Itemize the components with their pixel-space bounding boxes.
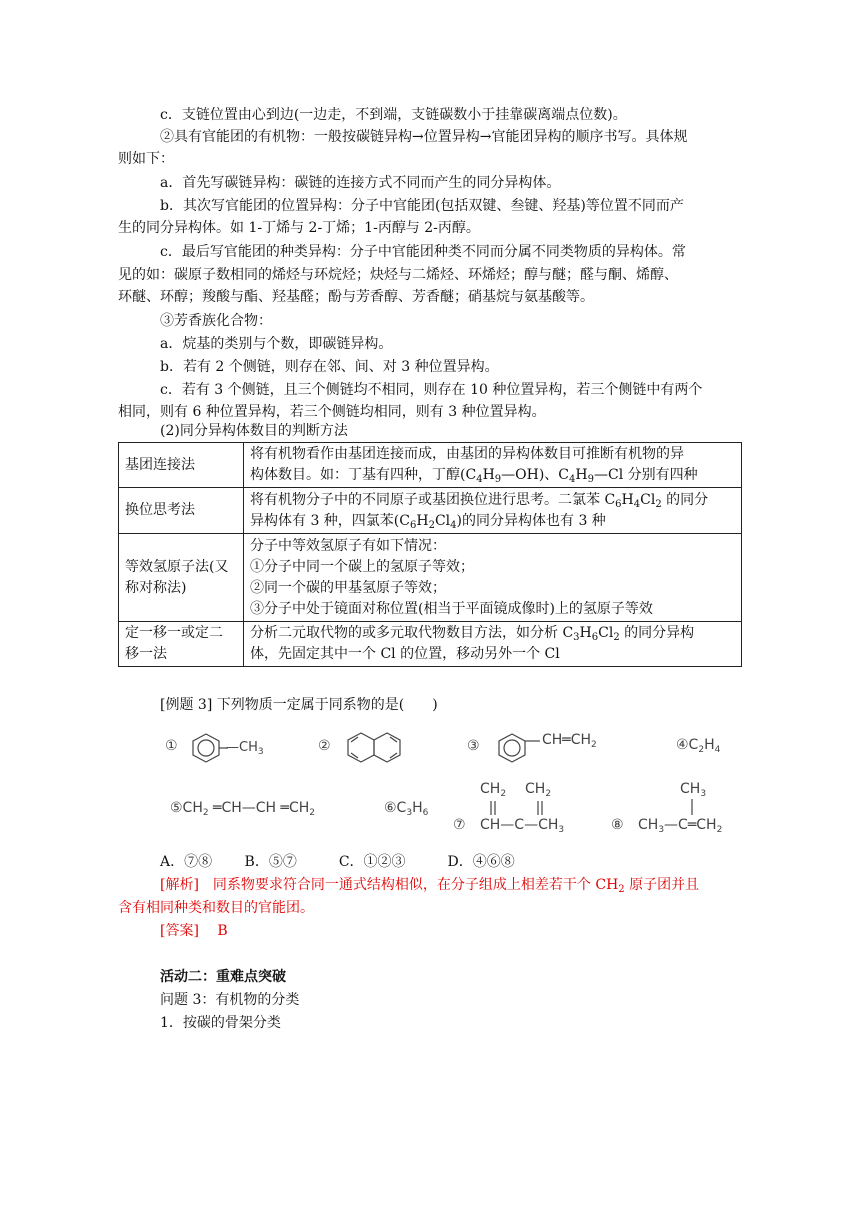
- paragraph: c．支链位置由心到边(一边走，不到端，支链碳数小于挂靠碳离端点位数)。: [160, 107, 627, 123]
- analysis-continued: 含有相同种类和数目的官能团。: [118, 900, 314, 916]
- paragraph: a．首先写碳链异构：碳链的连接方式不同而产生的同分异构体。: [160, 175, 561, 191]
- compound-3-substituent: $CH═CH_2$: [542, 732, 597, 750]
- paragraph: 则如下：: [118, 151, 174, 167]
- benzene-ring-3: [499, 734, 540, 762]
- compound-8-main: $CH_3—C═CH_2$: [638, 817, 723, 835]
- analysis: [解析] 同系物要求符合同一通式结构相似，在分子组成上相差若干个 $CH_2$ 原子团并且: [160, 877, 700, 895]
- compound-2-number: ②: [318, 738, 331, 754]
- answer-options: A．⑦⑧ B．⑤⑦ C．①②③ D．④⑥⑧: [160, 854, 515, 870]
- compound-7-number: ⑦: [453, 817, 466, 833]
- paragraph: ③芳香族化合物：: [160, 313, 272, 329]
- problem-title: 问题 3：有机物的分类: [160, 992, 300, 1008]
- paragraph: 生的同分异构体。如 1-丁烯与 2-丁烯；1-丙醇与 2-丙醇。: [118, 220, 480, 236]
- list-item: 1．按碳的骨架分类: [160, 1015, 281, 1031]
- table-cell: 将有机物看作由基团连接而成，由基团的异构体数目可推断有机物的异 构体数目。如：丁基有四种，丁醇$(C_4H_9—OH)$、$C_4H_9—Cl$ 分别有四种: [244, 443, 742, 488]
- compound-8-top: $CH_3$: [680, 781, 707, 799]
- paragraph: 环醚、环醇；羧酸与酯、羟基醛；酚与芳香醇、芳香醚；硝基烷与氨基酸等。: [118, 289, 594, 305]
- paragraph: a．烷基的类别与个数，即碳链异构。: [160, 336, 393, 352]
- table-cell: 分子中等效氢原子有如下情况： ①分子中同一个碳上的氢原子等效； ②同一个碳的甲基氢原子等效； ③分子中处于镜面对称位置(相当于平面镜成像时)上的氢原子等效: [244, 534, 742, 622]
- table-cell: 将有机物分子中的不同原子或基团换位进行思考。二氯苯 $C_6H_4Cl_2$ 的同分 异构体有 3 种，四氯苯$(C_6H_2Cl_4)$的同分异构体也有 3 种: [244, 488, 742, 534]
- compound-7-top-right: $CH_2$: [525, 781, 552, 799]
- paragraph: ②具有官能团的有机物：一般按碳链异构→位置异构→官能团异构的顺序书写。具体规: [160, 129, 688, 145]
- compound-7-top-left: $CH_2$: [480, 781, 507, 799]
- paragraph: 见的如：碳原子数相同的烯烃与环烷烃；炔烃与二烯烃、环烯烃；醇与醚；醛与酮、烯醇、: [118, 267, 678, 283]
- compound-6: $⑥C_3H_6$: [384, 800, 429, 818]
- paragraph: b．若有 2 个侧链，则存在邻、间、对 3 种位置异构。: [160, 359, 499, 375]
- benzene-ring-1: [193, 734, 228, 762]
- table-cell: 基团连接法: [119, 443, 244, 488]
- table-cell: 分析二元取代物的或多元取代物数目方法，如分析 $C_3H_6Cl_2$ 的同分异构 体，先固定其中一个 Cl 的位置，移动另外一个 Cl: [244, 622, 742, 667]
- activity-title: 活动二：重难点突破: [160, 969, 286, 985]
- compound-7-main: $CH—C—CH_3$: [480, 817, 565, 835]
- compound-8-number: ⑧: [611, 817, 624, 833]
- paragraph: c．最后写官能团的种类异构：分子中官能团种类不同而分属不同类物质的异构体。常: [160, 244, 686, 260]
- example-question: [例题 3] 下列物质一定属于同系物的是( ): [160, 697, 438, 713]
- compound-1-number: ①: [165, 738, 178, 754]
- answer: [答案] B: [160, 923, 228, 939]
- compound-7-bonds: [491, 801, 542, 815]
- table-cell: 换位思考法: [119, 488, 244, 534]
- paragraph: b．其次写官能团的位置异构：分子中官能团(包括双键、叁键、羟基)等位置不同而产: [160, 198, 684, 214]
- compound-3-number: ③: [467, 738, 480, 754]
- compound-1-substituent: $—CH_3$: [226, 740, 264, 757]
- section-heading: (2)同分异构体数目的判断方法: [160, 423, 348, 439]
- table-cell: 定一移一或定二 移一法: [119, 622, 244, 667]
- compound-4: $④C_2H_4$: [676, 737, 721, 755]
- table-cell: 等效氢原子法(又 称对称法): [119, 534, 244, 622]
- compound-5: $⑤CH_2$ ═CH—CH $═CH_2$: [170, 800, 315, 818]
- naphthalene-ring: [348, 733, 400, 762]
- paragraph: 相同，则有 6 种位置异构，若三个侧链均相同，则有 3 种位置异构。: [118, 404, 546, 420]
- paragraph: c．若有 3 个侧链，且三个侧链均不相同，则存在 10 种位置异构，若三个侧链中有两个: [160, 382, 703, 398]
